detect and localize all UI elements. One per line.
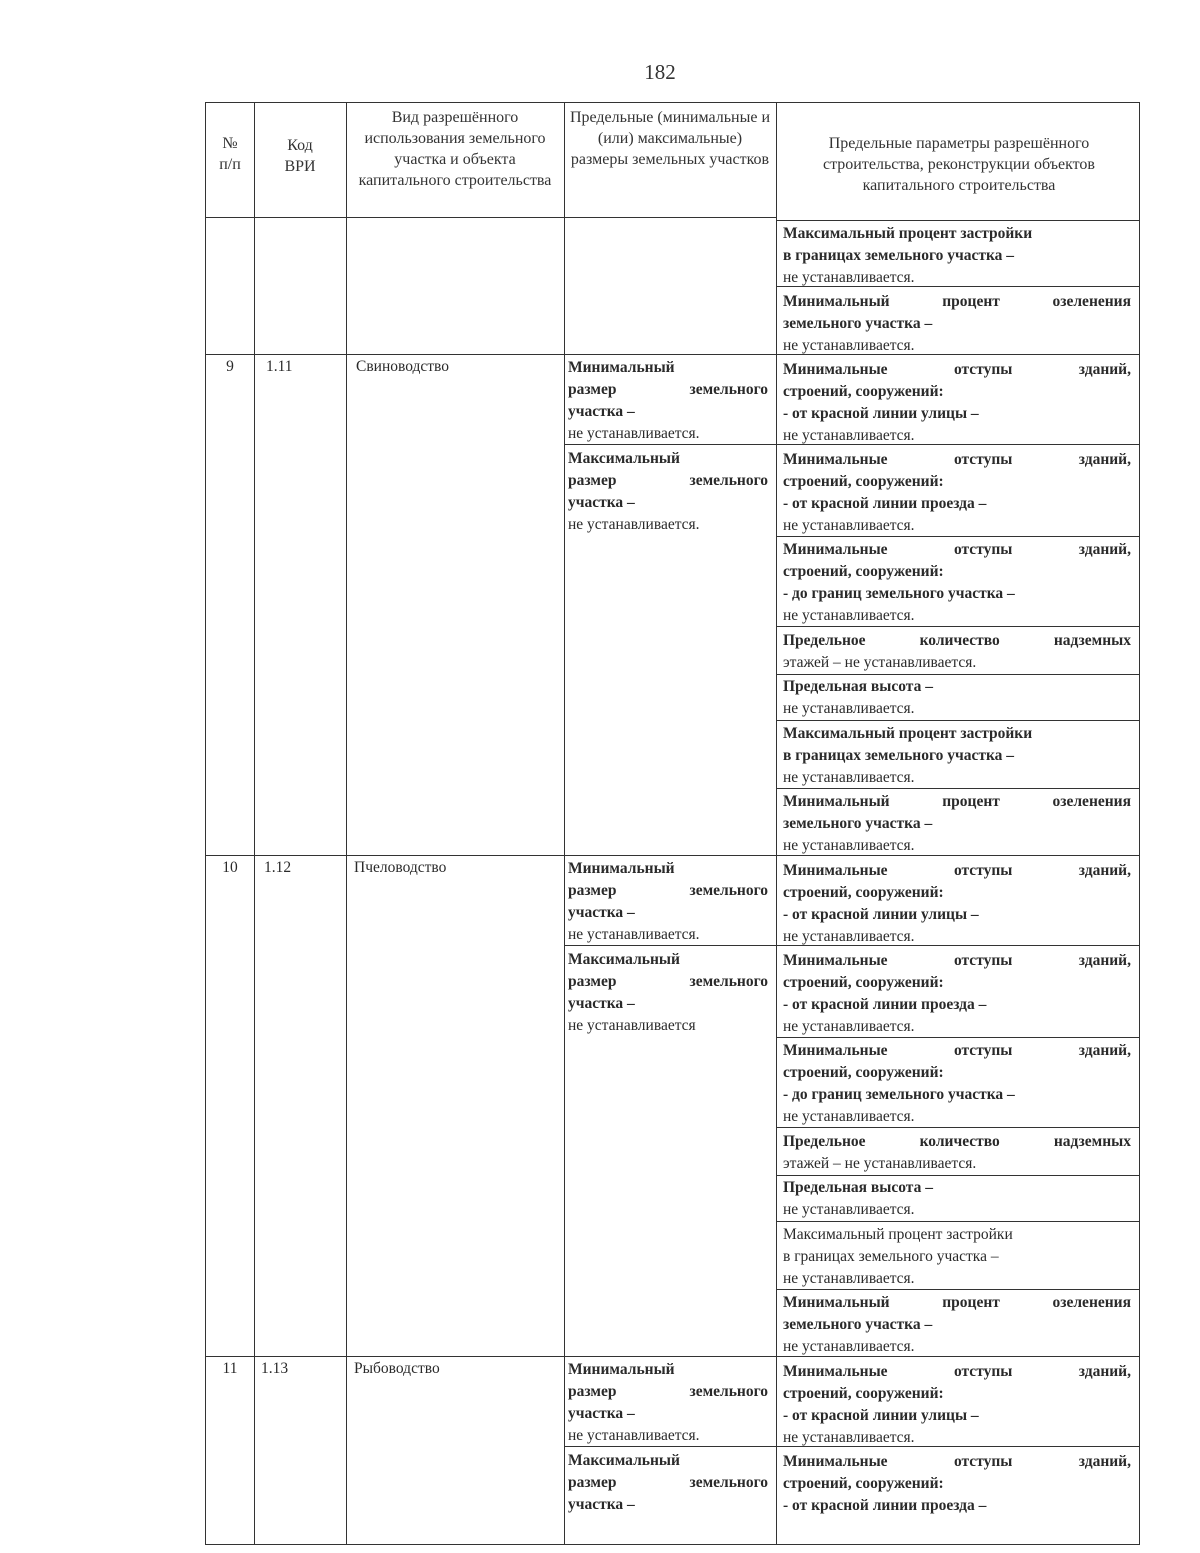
header-num: № п/п (219, 135, 241, 173)
page-number: 182 (644, 60, 676, 84)
param-line: Минимальный процент озеленения (783, 1294, 1131, 1311)
params-cell (783, 1040, 1131, 1128)
param-line: Минимальные отступы зданий, (783, 541, 1131, 558)
land-use-table (205, 102, 1140, 1545)
size-line: участка – (568, 403, 635, 420)
row-code: 1.11 (266, 358, 293, 375)
param-line: в границах земельного участка – (783, 747, 1015, 764)
param-line: не устанавливается. (783, 769, 915, 786)
params-cell (783, 676, 1131, 720)
row-separator (206, 855, 1140, 856)
max-size-cell (568, 1450, 768, 1516)
row-divider (776, 1289, 1140, 1290)
size-line: не устанавливается. (568, 926, 700, 943)
row-divider (776, 720, 1140, 721)
max-size-cell (568, 448, 768, 536)
param-line: - от красной линии улицы – (783, 1407, 979, 1424)
param-line: Минимальные отступы зданий, (783, 1453, 1131, 1470)
row-num: 10 (222, 859, 238, 876)
min-size-cell (568, 858, 768, 946)
header-params: Предельные параметры разрешённого строительства, реконструкции объектов капитального строительства (823, 135, 1095, 194)
params-cell (783, 1224, 1131, 1290)
param-line: Минимальный процент озеленения (783, 793, 1131, 810)
row-divider (776, 788, 1140, 789)
size-line: участка – (568, 995, 635, 1012)
params-cell (783, 1451, 1131, 1517)
params-cell (783, 1361, 1131, 1449)
size-line: размер земельного (568, 381, 768, 398)
col-divider-2 (346, 103, 347, 1544)
size-line: участка – (568, 1496, 635, 1513)
header-bottom-line-left (206, 217, 776, 218)
param-line: не устанавливается. (783, 427, 915, 444)
row-divider (776, 674, 1140, 675)
row-num: 11 (222, 1360, 238, 1377)
param-line: земельного участка – (783, 815, 933, 832)
row-num: 9 (226, 358, 234, 375)
size-line: размер земельного (568, 1383, 768, 1400)
size-line: Максимальный (568, 951, 680, 968)
param-line: строений, сооружений: (783, 1475, 944, 1492)
row-code: 1.12 (264, 859, 292, 876)
param-line: Минимальные отступы зданий, (783, 862, 1131, 879)
params-cell (783, 1131, 1131, 1175)
row-divider (776, 1221, 1140, 1222)
param-line: не устанавливается. (783, 837, 915, 854)
param-line: не устанавливается. (783, 1201, 915, 1218)
param-line: в границах земельного участка – (783, 247, 1015, 264)
param-line: земельного участка – (783, 315, 933, 332)
param-line: - от красной линии проезда – (783, 495, 987, 512)
param-line: Максимальный процент застройки (783, 725, 1033, 742)
params-cell (783, 723, 1131, 789)
max-size-cell (568, 949, 768, 1037)
param-line: Минимальные отступы зданий, (783, 1042, 1131, 1059)
row-use-name: Свиноводство (356, 358, 450, 375)
param-line: строений, сооружений: (783, 1064, 944, 1081)
row-divider (776, 1037, 1140, 1038)
size-line: Минимальный (568, 1361, 675, 1378)
size-line: участка – (568, 904, 635, 921)
header-code: Код ВРИ (284, 137, 316, 175)
params-cell (783, 449, 1131, 537)
row-divider (776, 536, 1140, 537)
size-line: участка – (568, 1405, 635, 1422)
param-line: не устанавливается. (783, 1108, 915, 1125)
params-cell (783, 291, 1131, 357)
param-line: строений, сооружений: (783, 563, 944, 580)
min-size-cell (568, 357, 768, 445)
param-line: не устанавливается. (783, 607, 915, 624)
param-line: Минимальный процент озеленения (783, 293, 1131, 310)
size-line: не устанавливается. (568, 1427, 700, 1444)
size-line: Максимальный (568, 450, 680, 467)
size-line: размер земельного (568, 472, 768, 489)
param-line: строений, сооружений: (783, 473, 944, 490)
param-line: - до границ земельного участка – (783, 585, 1015, 602)
param-line: не устанавливается. (783, 1270, 915, 1287)
params-cell (783, 223, 1131, 289)
param-line: Минимальные отступы зданий, (783, 1363, 1131, 1380)
size-line: размер земельного (568, 882, 768, 899)
header-sizes: Предельные (минимальные и (или) максимальные) размеры земельных участков (569, 109, 771, 168)
row-separator (206, 354, 1140, 355)
row-divider (776, 626, 1140, 627)
row-code: 1.13 (261, 1360, 289, 1377)
header-bottom-line-right (776, 220, 1140, 221)
param-line: Максимальный процент застройки (783, 1226, 1013, 1243)
row-divider (776, 286, 1140, 287)
row-separator (206, 1356, 1140, 1357)
param-line: не устанавливается. (783, 1018, 915, 1035)
row-use-name: Пчеловодство (354, 859, 447, 876)
param-line: Максимальный процент застройки (783, 225, 1033, 242)
param-line: не устанавливается. (783, 700, 915, 717)
params-cell (783, 630, 1131, 674)
col-divider-4 (776, 103, 777, 1544)
size-line: не устанавливается (568, 1017, 696, 1034)
param-line: - от красной линии проезда – (783, 1497, 987, 1514)
size-line: не устанавливается. (568, 425, 700, 442)
param-line: этажей – не устанавливается. (783, 1155, 977, 1172)
param-line: строений, сооружений: (783, 884, 944, 901)
param-line: Предельное количество надземных (783, 632, 1131, 649)
param-line: не устанавливается. (783, 517, 915, 534)
row-divider (776, 1175, 1140, 1176)
param-line: Минимальные отступы зданий, (783, 952, 1131, 969)
params-cell (783, 791, 1131, 857)
params-cell (783, 359, 1131, 447)
size-line: Минимальный (568, 860, 675, 877)
param-line: этажей – не устанавливается. (783, 654, 977, 671)
col-divider-1 (254, 103, 255, 1544)
param-line: Предельное количество надземных (783, 1133, 1131, 1150)
param-line: Предельная высота – (783, 1179, 933, 1196)
param-line: Предельная высота – (783, 678, 933, 695)
param-line: не устанавливается. (783, 928, 915, 945)
params-cell (783, 539, 1131, 627)
param-line: в границах земельного участка – (783, 1248, 999, 1265)
param-line: - от красной линии проезда – (783, 996, 987, 1013)
param-line: строений, сооружений: (783, 1385, 944, 1402)
param-line: не устанавливается. (783, 1338, 915, 1355)
param-line: - от красной линии улицы – (783, 906, 979, 923)
param-line: не устанавливается. (783, 337, 915, 354)
param-line: Минимальные отступы зданий, (783, 451, 1131, 468)
row-use-name: Рыбоводство (354, 1360, 440, 1377)
size-line: Максимальный (568, 1452, 680, 1469)
params-cell (783, 950, 1131, 1038)
param-line: земельного участка – (783, 1316, 933, 1333)
size-line: участка – (568, 494, 635, 511)
header-kind: Вид разрешённого использования земельного участка и объекта капитального строительства (358, 109, 552, 189)
size-line: Минимальный (568, 359, 675, 376)
param-line: - до границ земельного участка – (783, 1086, 1015, 1103)
params-cell (783, 1177, 1131, 1221)
params-cell (783, 1292, 1131, 1358)
size-line: размер земельного (568, 1474, 768, 1491)
param-line: Минимальные отступы зданий, (783, 361, 1131, 378)
param-line: строений, сооружений: (783, 974, 944, 991)
size-line: не устанавливается. (568, 516, 700, 533)
col-divider-3 (564, 103, 565, 1544)
param-line: не устанавливается. (783, 269, 915, 286)
param-line: не устанавливается. (783, 1429, 915, 1446)
param-line: - от красной линии улицы – (783, 405, 979, 422)
row-divider (776, 1127, 1140, 1128)
params-cell (783, 860, 1131, 948)
min-size-cell (568, 1359, 768, 1447)
param-line: строений, сооружений: (783, 383, 944, 400)
size-line: размер земельного (568, 973, 768, 990)
